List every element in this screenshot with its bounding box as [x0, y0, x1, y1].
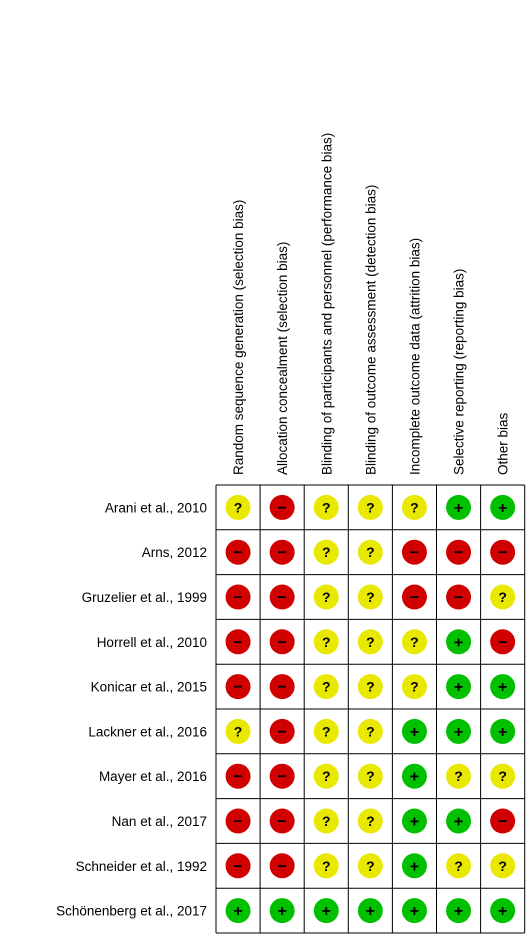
cell-low-risk-marker: [446, 629, 471, 654]
column-header-1: Random sequence generation (selection bias): [231, 199, 247, 476]
cell-unclear-risk-marker: [314, 629, 339, 654]
unclear-risk-symbol: ?: [366, 768, 375, 785]
cell-high-risk-marker: [402, 585, 427, 610]
cell-low-risk-marker: [490, 898, 515, 923]
low-risk-symbol: +: [233, 903, 243, 921]
cell-high-risk-marker: [226, 809, 251, 834]
cell-high-risk-marker: [402, 540, 427, 565]
low-risk-symbol: +: [409, 723, 420, 741]
high-risk-symbol: −: [277, 499, 287, 517]
cell-high-risk-marker: [490, 809, 515, 834]
high-risk-symbol: −: [233, 813, 243, 831]
cell-low-risk-marker: [226, 898, 251, 923]
cell-low-risk-marker: [446, 898, 471, 923]
cell-low-risk-marker: [402, 809, 427, 834]
cell-high-risk-marker: [270, 585, 295, 610]
cell-unclear-risk-marker: [314, 674, 339, 699]
unclear-risk-symbol: ?: [321, 813, 331, 829]
unclear-risk-symbol: ?: [321, 499, 331, 516]
unclear-risk-symbol: ?: [366, 633, 375, 650]
high-risk-symbol: −: [233, 858, 243, 876]
unclear-risk-symbol: ?: [366, 544, 375, 561]
cell-low-risk-marker: [446, 809, 471, 834]
low-risk-symbol: +: [453, 813, 464, 831]
unclear-risk-symbol: ?: [321, 589, 331, 605]
cell-high-risk-marker: [270, 809, 295, 834]
unclear-risk-symbol: ?: [321, 544, 331, 561]
unclear-risk-symbol: ?: [410, 499, 419, 516]
cell-unclear-risk-marker: [446, 853, 471, 878]
cell-unclear-risk-marker: [314, 495, 339, 520]
row-label-gruzelier-et-al-1999: Gruzelier et al., 1999: [81, 590, 207, 605]
cell-unclear-risk-marker: [358, 629, 383, 654]
cell-unclear-risk-marker: [490, 585, 515, 610]
column-header-2: Allocation concealment (selection bias): [275, 241, 291, 475]
low-risk-symbol: +: [365, 903, 376, 921]
row-label-horrell-et-al-2010: Horrell et al., 2010: [96, 634, 207, 650]
column-header-3: Blinding of participants and personnel (performance bias): [319, 132, 335, 475]
low-risk-symbol: +: [497, 723, 508, 741]
column-header-6: Selective reporting (reporting bias): [451, 268, 467, 475]
high-risk-symbol: −: [453, 589, 464, 607]
cell-unclear-risk-marker: [314, 764, 339, 789]
row-label-lackner-et-al-2016: Lackner et al., 2016: [88, 724, 207, 740]
row-label-nan-et-al-2017: Nan et al., 2017: [111, 814, 207, 829]
row-label-schonenberg-et-al-2017: Schönenberg et al., 2017: [56, 903, 207, 919]
cell-high-risk-marker: [270, 764, 295, 789]
cell-unclear-risk-marker: [314, 809, 339, 834]
cell-unclear-risk-marker: [314, 853, 339, 878]
unclear-risk-symbol: ?: [366, 589, 375, 605]
cell-unclear-risk-marker: [446, 764, 471, 789]
high-risk-symbol: −: [233, 589, 243, 607]
high-risk-symbol: −: [277, 544, 287, 562]
cell-low-risk-marker: [490, 719, 515, 744]
low-risk-symbol: +: [453, 679, 464, 697]
low-risk-symbol: +: [409, 813, 420, 831]
cell-unclear-risk-marker: [402, 629, 427, 654]
cell-high-risk-marker: [226, 764, 251, 789]
cell-low-risk-marker: [358, 898, 383, 923]
unclear-risk-symbol: ?: [321, 633, 331, 650]
cell-unclear-risk-marker: [402, 495, 427, 520]
low-risk-symbol: +: [277, 903, 287, 921]
low-risk-symbol: +: [409, 903, 420, 921]
high-risk-symbol: −: [233, 679, 243, 697]
high-risk-symbol: −: [497, 813, 508, 831]
cell-low-risk-marker: [402, 853, 427, 878]
unclear-risk-symbol: ?: [410, 678, 419, 695]
low-risk-symbol: +: [409, 858, 420, 876]
high-risk-symbol: −: [277, 679, 287, 697]
low-risk-symbol: +: [453, 499, 464, 517]
cell-low-risk-marker: [490, 495, 515, 520]
column-header-4: Blinding of outcome assessment (detection bias): [363, 184, 379, 475]
cell-low-risk-marker: [446, 674, 471, 699]
cell-low-risk-marker: [446, 495, 471, 520]
cell-unclear-risk-marker: [358, 809, 383, 834]
cell-high-risk-marker: [270, 853, 295, 878]
cell-high-risk-marker: [270, 495, 295, 520]
unclear-risk-symbol: ?: [498, 768, 507, 785]
high-risk-symbol: −: [233, 544, 243, 562]
cell-unclear-risk-marker: [358, 540, 383, 565]
unclear-risk-symbol: ?: [321, 678, 331, 695]
cell-low-risk-marker: [446, 719, 471, 744]
high-risk-symbol: −: [277, 768, 287, 786]
cell-unclear-risk-marker: [358, 674, 383, 699]
row-labels: [56, 500, 207, 918]
cell-low-risk-marker: [490, 674, 515, 699]
high-risk-symbol: −: [453, 544, 464, 562]
cell-low-risk-marker: [402, 898, 427, 923]
cell-low-risk-marker: [402, 719, 427, 744]
high-risk-symbol: −: [497, 634, 508, 652]
high-risk-symbol: −: [277, 634, 287, 652]
low-risk-symbol: +: [497, 679, 508, 697]
column-headers: [231, 133, 511, 475]
cell-high-risk-marker: [446, 540, 471, 565]
unclear-risk-symbol: ?: [321, 768, 331, 785]
low-risk-symbol: +: [497, 903, 508, 921]
unclear-risk-symbol: ?: [366, 678, 375, 695]
low-risk-symbol: +: [497, 499, 508, 517]
column-header-7: Other bias: [495, 412, 511, 475]
cell-high-risk-marker: [270, 540, 295, 565]
unclear-risk-symbol: ?: [366, 813, 375, 829]
unclear-risk-symbol: ?: [498, 857, 507, 874]
cell-high-risk-marker: [226, 853, 251, 878]
column-header-5: Incomplete outcome data (attrition bias): [407, 237, 423, 475]
cell-high-risk-marker: [446, 585, 471, 610]
unclear-risk-symbol: ?: [233, 723, 243, 740]
low-risk-symbol: +: [453, 634, 464, 652]
unclear-risk-symbol: ?: [366, 723, 375, 740]
cell-high-risk-marker: [270, 674, 295, 699]
cell-high-risk-marker: [270, 629, 295, 654]
cell-unclear-risk-marker: [314, 719, 339, 744]
high-risk-symbol: −: [497, 544, 508, 562]
cell-high-risk-marker: [490, 540, 515, 565]
unclear-risk-symbol: ?: [498, 589, 507, 605]
cell-high-risk-marker: [226, 540, 251, 565]
cell-unclear-risk-marker: [490, 764, 515, 789]
unclear-risk-symbol: ?: [366, 857, 375, 874]
unclear-risk-symbol: ?: [321, 857, 331, 874]
unclear-risk-symbol: ?: [454, 857, 463, 874]
row-label-arani-et-al-2010: Arani et al., 2010: [104, 500, 207, 516]
low-risk-symbol: +: [321, 903, 331, 921]
cell-unclear-risk-marker: [314, 540, 339, 565]
row-label-schneider-et-al-1992: Schneider et al., 1992: [75, 858, 207, 874]
unclear-risk-symbol: ?: [410, 633, 419, 650]
cell-unclear-risk-marker: [490, 853, 515, 878]
row-label-mayer-et-al-2016: Mayer et al., 2016: [98, 769, 207, 785]
unclear-risk-symbol: ?: [321, 723, 331, 740]
low-risk-symbol: +: [409, 768, 420, 786]
high-risk-symbol: −: [409, 589, 420, 607]
cell-unclear-risk-marker: [358, 585, 383, 610]
cell-high-risk-marker: [226, 585, 251, 610]
unclear-risk-symbol: ?: [233, 499, 243, 516]
cell-low-risk-marker: [402, 764, 427, 789]
high-risk-symbol: −: [409, 544, 420, 562]
cell-high-risk-marker: [226, 674, 251, 699]
low-risk-symbol: +: [453, 723, 464, 741]
unclear-risk-symbol: ?: [366, 499, 375, 516]
high-risk-symbol: −: [277, 858, 287, 876]
cell-unclear-risk-marker: [358, 764, 383, 789]
cell-unclear-risk-marker: [226, 719, 251, 744]
cell-high-risk-marker: [226, 629, 251, 654]
cell-low-risk-marker: [314, 898, 339, 923]
row-label-konicar-et-al-2015: Konicar et al., 2015: [90, 679, 207, 695]
high-risk-symbol: −: [277, 813, 287, 831]
cell-unclear-risk-marker: [358, 853, 383, 878]
cell-unclear-risk-marker: [402, 674, 427, 699]
low-risk-symbol: +: [453, 903, 464, 921]
unclear-risk-symbol: ?: [454, 768, 463, 785]
high-risk-symbol: −: [233, 634, 243, 652]
cell-high-risk-marker: [490, 629, 515, 654]
cell-unclear-risk-marker: [226, 495, 251, 520]
cell-high-risk-marker: [270, 719, 295, 744]
high-risk-symbol: −: [277, 723, 287, 741]
cell-unclear-risk-marker: [358, 719, 383, 744]
cell-unclear-risk-marker: [314, 585, 339, 610]
high-risk-symbol: −: [277, 589, 287, 607]
cell-low-risk-marker: [270, 898, 295, 923]
cell-unclear-risk-marker: [358, 495, 383, 520]
row-label-arns-2012: Arns, 2012: [141, 545, 207, 561]
high-risk-symbol: −: [233, 768, 243, 786]
